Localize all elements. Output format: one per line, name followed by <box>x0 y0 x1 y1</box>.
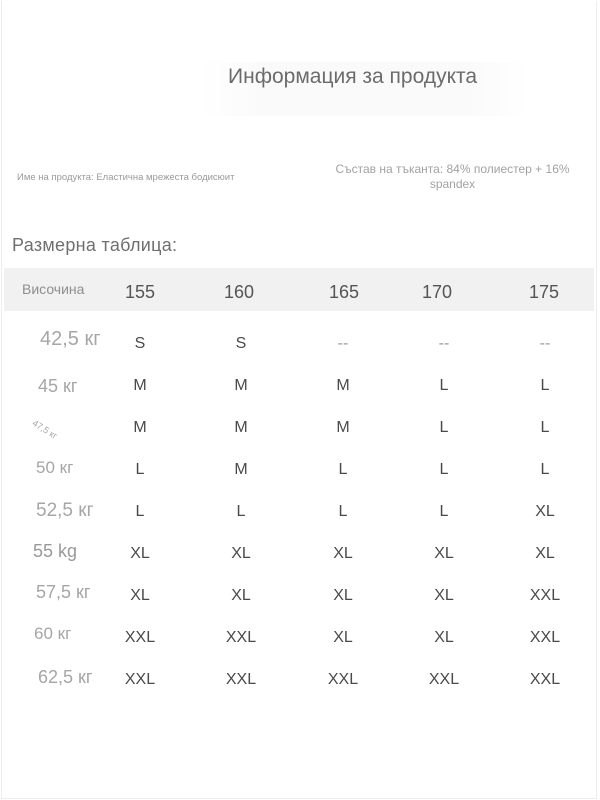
size-cell: M <box>234 461 248 478</box>
size-cell: XL <box>333 587 353 604</box>
weight-label: 57,5 кг <box>36 582 91 602</box>
weight-label: 50 кг <box>36 458 74 477</box>
size-cell: XL <box>333 629 353 646</box>
size-cell: L <box>135 461 145 478</box>
size-cell: S <box>235 335 247 352</box>
height-155: 155 <box>124 282 156 302</box>
size-cell: -- <box>539 335 551 352</box>
size-cell: -- <box>438 335 450 352</box>
height-170: 170 <box>421 282 453 302</box>
size-cell: XL <box>535 503 555 520</box>
weight-label: 62,5 кг <box>38 667 93 687</box>
composition-line-2: spandex <box>429 177 476 191</box>
fabric-composition <box>330 162 575 192</box>
size-cell: XL <box>535 545 555 562</box>
size-table-header <box>4 268 594 311</box>
size-cell: L <box>540 419 550 436</box>
size-cell: XL <box>434 587 454 604</box>
size-cell: L <box>439 503 449 520</box>
size-chart-title: Размерна таблица: <box>12 235 178 255</box>
size-cell: M <box>234 377 248 394</box>
size-cell: XXL <box>428 671 460 688</box>
weight-label: 47,5 кг <box>30 418 60 441</box>
composition-line-1: Състав на тъканта: 84% полиестер + 16% <box>335 162 570 176</box>
weight-label: 52,5 кг <box>36 500 94 521</box>
size-cell: M <box>336 419 350 436</box>
size-cell: M <box>234 419 248 436</box>
weight-label: 55 kg <box>33 541 78 561</box>
size-cell: L <box>338 503 348 520</box>
size-cell: XL <box>130 545 150 562</box>
size-cell: XL <box>434 629 454 646</box>
size-cell: XXL <box>225 629 257 646</box>
size-cell: XL <box>231 545 251 562</box>
size-cell: L <box>135 503 145 520</box>
size-cell: XL <box>434 545 454 562</box>
size-cell: XXL <box>225 671 257 688</box>
size-cell: XXL <box>529 671 561 688</box>
weight-label: 45 кг <box>38 376 78 396</box>
height-header-label: Височина <box>22 281 85 297</box>
size-cell: L <box>338 461 348 478</box>
size-cell: XXL <box>529 629 561 646</box>
height-175: 175 <box>528 282 560 302</box>
size-cell: L <box>540 377 550 394</box>
size-cell: XXL <box>124 671 156 688</box>
size-cell: L <box>439 419 449 436</box>
size-cell: XL <box>231 587 251 604</box>
size-cell: XL <box>333 545 353 562</box>
size-cell: XXL <box>327 671 359 688</box>
size-cell: L <box>439 461 449 478</box>
page-title: Информация за продукта <box>200 62 530 116</box>
size-cell: -- <box>337 335 349 352</box>
product-name: Име на продукта: Еластична мрежеста бодисюит <box>17 172 235 183</box>
size-cell: XL <box>130 587 150 604</box>
height-165: 165 <box>328 282 360 302</box>
size-cell: M <box>133 419 147 436</box>
size-cell: L <box>236 503 246 520</box>
size-cell: L <box>439 377 449 394</box>
weight-label: 60 кг <box>34 624 72 643</box>
size-cell: M <box>336 377 350 394</box>
size-cell: XXL <box>529 587 561 604</box>
size-cell: XXL <box>124 629 156 646</box>
size-cell: S <box>134 335 146 352</box>
weight-label: 42,5 кг <box>40 328 101 350</box>
size-cell: L <box>540 461 550 478</box>
size-cell: M <box>133 377 147 394</box>
height-160: 160 <box>223 282 255 302</box>
